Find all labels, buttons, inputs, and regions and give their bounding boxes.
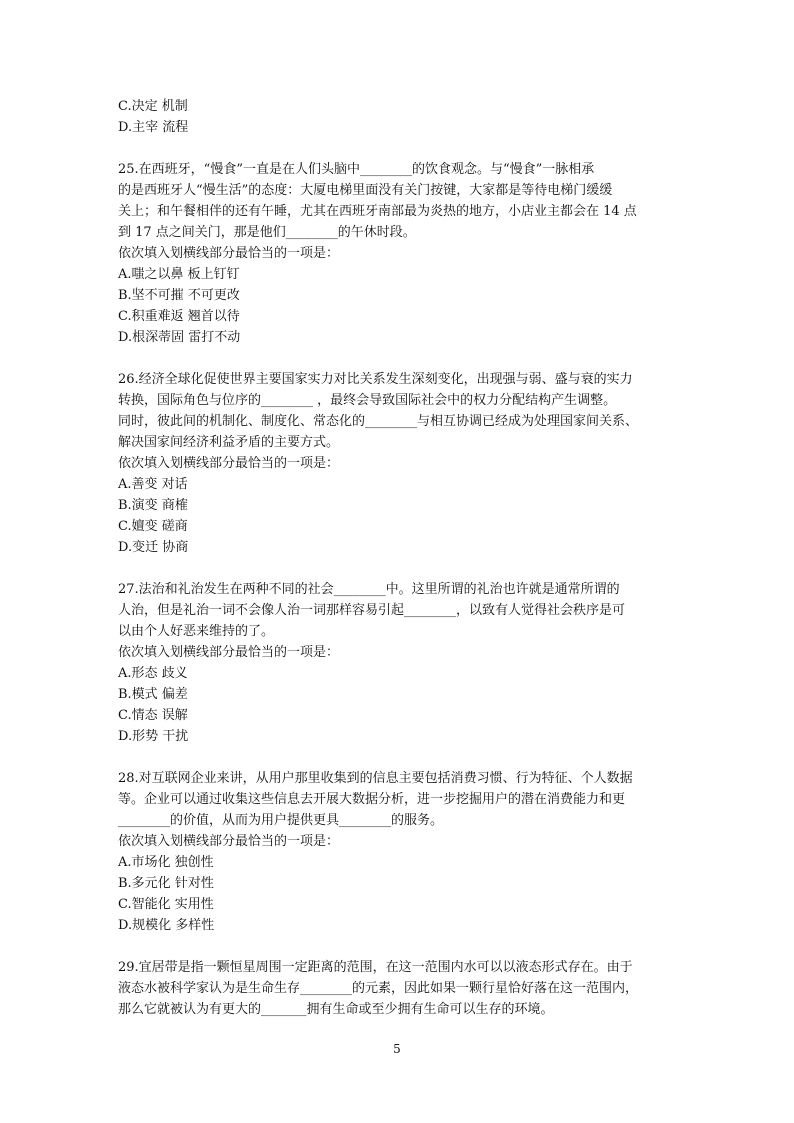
answer-option: D.形势 干扰 [118,729,189,744]
question-block [118,159,688,348]
prev-option: D.主宰 流程 [118,120,189,135]
question-prompt: 依次填入划横线部分最恰当的一项是： [118,246,340,261]
answer-option: C.积重难返 翘首以待 [118,309,240,324]
answer-option: C.智能化 实用性 [118,897,214,912]
answer-option: C.情态 误解 [118,708,188,723]
answer-option: A.形态 歧义 [118,666,188,681]
question-text-line: 以由个人好恶来维持的了。 [118,624,275,639]
page-content [118,96,688,1020]
answer-option: B.坚不可摧 不可更改 [118,288,240,303]
question-prompt: 依次填入划横线部分最恰当的一项是： [118,834,340,849]
question-block [118,369,688,558]
answer-option: A.市场化 独创性 [118,855,214,870]
question-block [118,768,688,936]
question-text-line: 转换，国际角色与位序的________ ，最终会导致国际社会中的权力分配结构产生调整。 [118,393,617,408]
question-text-line: 解决国家间经济利益矛盾的主要方式。 [118,435,340,450]
question-text-line: 27.法治和礼治发生在两种不同的社会________中。这里所谓的礼治也许就是通常所谓的 [118,582,620,597]
answer-option: A.善变 对话 [118,477,188,492]
answer-option: D.规模化 多样性 [118,918,215,933]
question-text-line: 人治，但是礼治一词不会像人治一词那样容易引起________，以致有人觉得社会秩序是可 [118,603,626,618]
question-gap [118,936,688,957]
question-text-line: 26.经济全球化促使世界主要国家实力对比关系发生深刻变化，出现强与弱、盛与衰的实力 [118,372,633,387]
prev-option: C.决定 机制 [118,99,188,114]
question-text-line: 到 17 点之间关门，那是他们________的午休时段。 [118,225,416,240]
question-text-line: 29.宜居带是指一颗恒星周围一定距离的范围，在这一范围内水可以以液态形式存在。由于 [118,960,633,975]
question-text-line: 液态水被科学家认为是生命生存________的元素，因此如果一颗行星恰好落在这一范围内， [118,981,639,996]
answer-option: A.嗤之以鼻 板上钉钉 [118,267,240,282]
question-prompt: 依次填入划横线部分最恰当的一项是： [118,456,340,471]
question-text-line: 那么它就被认为有更大的_______拥有生命或至少拥有生命可以生存的环境。 [118,1002,554,1017]
page-number: 5 [393,1042,401,1056]
question-text-line: 等。企业可以通过收集这些信息去开展大数据分析，进一步挖掘用户的潜在消费能力和更 [118,792,626,807]
answer-option: B.多元化 针对性 [118,876,214,891]
answer-option: D.根深蒂固 雷打不动 [118,330,241,345]
question-text-line: 28.对互联网企业来讲，从用户那里收集到的信息主要包括消费习惯、行为特征、个人数据 [118,771,633,786]
question-text-line: 的是西班牙人“慢生活”的态度：大厦电梯里面没有关门按键，大家都是等待电梯门缓缓 [118,183,613,198]
question-text-line: ________的价值，从而为用户提供更具________的服务。 [118,813,444,828]
question-block [118,579,688,747]
question-block [118,957,688,1020]
question-text-line: 同时，彼此间的机制化、制度化、常态化的________与相互协调已经成为处理国家间关系、 [118,414,639,429]
question-text-line: 25.在西班牙，“慢食”一直是在人们头脑中________的饮食观念。与“慢食”一脉相承 [118,162,595,177]
question-gap [118,348,688,369]
question-text-line: 关上；和午餐相伴的还有午睡，尤其在西班牙南部最为炎热的地方，小店业主都会在 14 点 [118,204,637,219]
answer-option: B.模式 偏差 [118,687,188,702]
question-prompt: 依次填入划横线部分最恰当的一项是： [118,645,340,660]
question-gap [118,747,688,768]
answer-option: C.嬗变 磋商 [118,519,188,534]
question-gap [118,138,688,159]
answer-option: B.演变 商榷 [118,498,188,513]
answer-option: D.变迁 协商 [118,540,189,555]
question-gap [118,558,688,579]
